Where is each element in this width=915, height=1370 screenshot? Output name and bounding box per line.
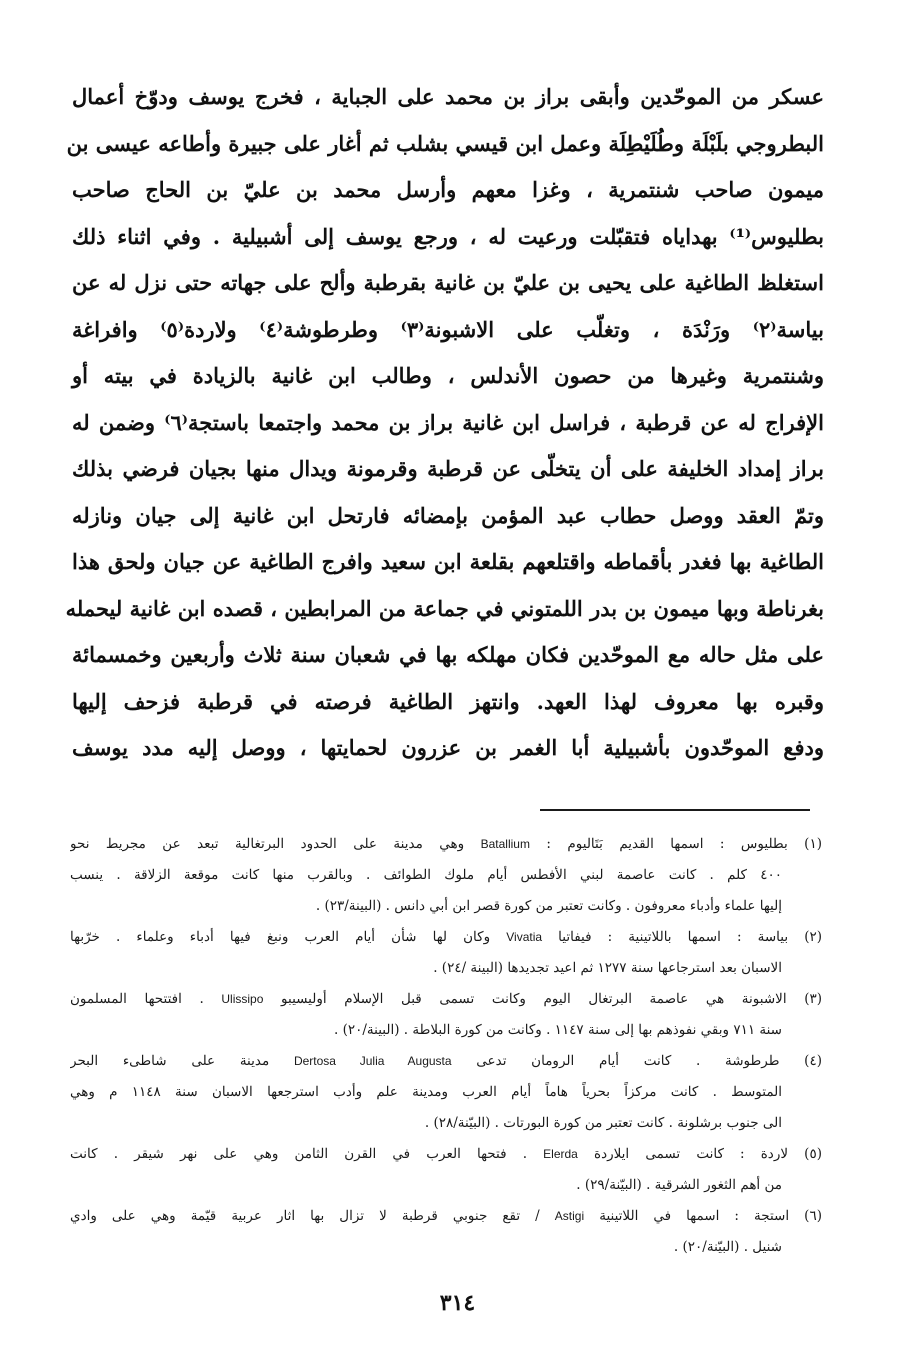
body-text-line: ودفع الموحّدون بأشبيلية أبا الغمر بن عزرون لحمايتها ، ووصل إليه مدد يوسف bbox=[72, 735, 824, 760]
footnote-text: شنيل . (البيّنة/٢٠) . bbox=[673, 1239, 782, 1255]
footnote-line bbox=[70, 922, 822, 953]
footnote-continuation-line bbox=[70, 1077, 822, 1108]
footnote-text: / تقع جنوبي قرطبة لا تزال بها اثار عربية قيّمة وهي على وادي bbox=[70, 1208, 540, 1224]
footnote-text: الاسبان بعد استرجاعها سنة ١٢٧٧ ثم اعيد تجديدها (البينة /٢٤) . bbox=[433, 960, 782, 976]
footnote-continuation-line bbox=[70, 953, 822, 984]
footnote-text: مدينة على شاطىء البحر bbox=[70, 1053, 270, 1069]
footnote-text: وكان لها شأن أيام العرب ونبغ فيها أدباء وعلماء . خرّبها bbox=[70, 929, 491, 945]
body-text-line: استغلظ الطاغية على يحيى بن عليّ بن غانية بقرطبة وألح على جهاته حتى نزل له عن bbox=[72, 270, 824, 295]
body-text-line: الطاغية بها فغدر بأقماطه واقتلعهم بقلعة ابن سعيد وافرج الطاغية عن جيان ولحق هذا bbox=[72, 549, 824, 574]
footnote-text: وهي مدينة على الحدود البرتغالية تبعد عن مجريط نحو bbox=[70, 836, 465, 852]
body-text-line: ميمون صاحب شنتمرية ، وغزا معهم وأرسل محمد بن عليّ بن الحاج صاحب bbox=[72, 177, 824, 202]
footnote-text: (٣) الاشبونة هي عاصمة البرتغال اليوم وكانت تسمى قبل الإسلام أوليسيبو bbox=[281, 991, 822, 1007]
footnote-text: من أهم الثغور الشرقية . (البيّنة/٢٩) . bbox=[576, 1177, 782, 1193]
footnote-line bbox=[70, 1046, 822, 1077]
footnote-text: (٦) استجة : اسمها في اللاتينية bbox=[599, 1208, 822, 1224]
footnote-continuation-line bbox=[70, 1015, 822, 1046]
footnote-continuation-line bbox=[70, 860, 822, 891]
footnote-text: الى جنوب برشلونة . كانت تعتبر من كورة البورتات . (البيّنة/٢٨) . bbox=[424, 1115, 782, 1131]
footnote-text: (٤) طرطوشة . كانت أيام الرومان تدعى bbox=[476, 1053, 822, 1069]
footnote-continuation-line bbox=[70, 1108, 822, 1139]
footnote-continuation-line bbox=[70, 1170, 822, 1201]
body-text-line: بطليوس⁽¹⁾ بهداياه فتقبّلت ورعيت له ، ورجع يوسف إلى أشبيلية . وفي اثناء ذلك bbox=[72, 223, 824, 249]
body-text-line: البطروجي بلَبْلَة وطُلَيْطِلَة وعمل ابن قيسي بشلب ثم أغار على جبيرة وأطاعه عيسى بن bbox=[66, 130, 824, 156]
body-text-line: بياسة⁽٢⁾ ورَنْدَة ، وتغلّب على الاشبونة⁽٣⁾ وطرطوشة⁽٤⁾ ولاردة⁽٥⁾ وافراغة bbox=[72, 316, 824, 342]
footnote-latin-term: Astigi bbox=[554, 1209, 585, 1223]
footnote-text: (٥) لاردة : كانت تسمى ايلاردة bbox=[594, 1146, 822, 1162]
footnote-latin-term: Vivatia bbox=[506, 930, 543, 944]
footnote-latin-term: Batallium bbox=[480, 837, 530, 851]
footnote-text: إليها علماء وأدباء معروفون . وكانت تعتبر من كورة قصر ابن أبي دانس . (البينة/٢٣) . bbox=[315, 898, 782, 914]
body-text-line: وتمّ العقد ووصل حطاب عبد المؤمن بإمضائه فارتحل ابن غانية إلى جيان ونازله bbox=[72, 502, 824, 528]
footnotes-section bbox=[70, 829, 822, 1263]
footnote-text: (٢) بياسة : اسمها باللاتينية : فيفاتيا bbox=[558, 929, 822, 945]
body-text-line: الإفراج له عن قرطبة ، فراسل ابن غانية براز بن محمد واجتمعا باستجة⁽٦⁾ وضمن له bbox=[72, 409, 824, 435]
page-number: ٣١٤ bbox=[439, 1290, 476, 1316]
footnote-text: المتوسط . كانت مركزاً بحرياً هاماً أيام العرب ومدينة علم وأدب استرجعها الاسبان سنة ١١٤٨ م وهي bbox=[70, 1084, 782, 1100]
footnote-latin-term: Ulissipo bbox=[221, 992, 264, 1006]
footnote-line bbox=[70, 1139, 822, 1170]
body-text-line: على مثل حاله مع الموحّدين فكان مهلكه بها في شعبان سنة ثلاث وأربعين وخمسمائة bbox=[72, 642, 824, 667]
footnote-continuation-line bbox=[70, 891, 822, 922]
body-text-line: عسكر من الموحّدين وأبقى براز بن محمد على الجباية ، فخرج يوسف ودوّخ أعمال bbox=[72, 84, 824, 109]
footnote-line bbox=[70, 1201, 822, 1232]
footnote-line bbox=[70, 984, 822, 1015]
footnote-latin-term: Dertosa Julia Augusta bbox=[293, 1054, 452, 1068]
footnote-line bbox=[70, 829, 822, 860]
footnote-text: سنة ٧١١ وبقي نفوذهم بها إلى سنة ١١٤٧ . وكانت من كورة البلاطة . (البينة/٢٠) . bbox=[333, 1022, 782, 1038]
footnote-text: . افتتحها المسلمون bbox=[70, 991, 204, 1007]
footnote-continuation-line bbox=[70, 1232, 822, 1263]
body-text-line: بغرناطة وبها ميمون بن بدر اللمتوني في جماعة من المرابطين ، قصده ابن غانية ليحمله bbox=[65, 595, 824, 621]
footnote-latin-term: Elerda bbox=[543, 1147, 578, 1161]
footnote-text: . فتحها العرب في القرن الثامن وهي على نهر شيقر . كانت bbox=[70, 1146, 527, 1162]
body-text-line: وشنتمرية وغيرها من حصون الأندلس ، وطالب ابن غانية بالزيادة في بيته أو bbox=[72, 363, 824, 388]
body-text-line: براز إمداد الخليفة على أن يتخلّى عن قرطبة وقرمونة ويدال منها بجيان فرضي بذلك bbox=[72, 456, 824, 481]
body-text-line: وقبره بها معروف لهذا العهد. وانتهز الطاغية فرصته في قرطبة فزحف إليها bbox=[72, 688, 824, 714]
footnote-separator-rule bbox=[540, 809, 810, 811]
footnote-text: (١) بطليوس : اسمها القديم بَتَاليوم : bbox=[546, 836, 822, 852]
main-body-text bbox=[65, 74, 824, 772]
footnote-text: ٤٠٠ كلم . كانت عاصمة لبني الأفطس أيام ملوك الطوائف . وبالقرب منها كانت موقعة الزلاقة . ينسب bbox=[70, 867, 782, 883]
